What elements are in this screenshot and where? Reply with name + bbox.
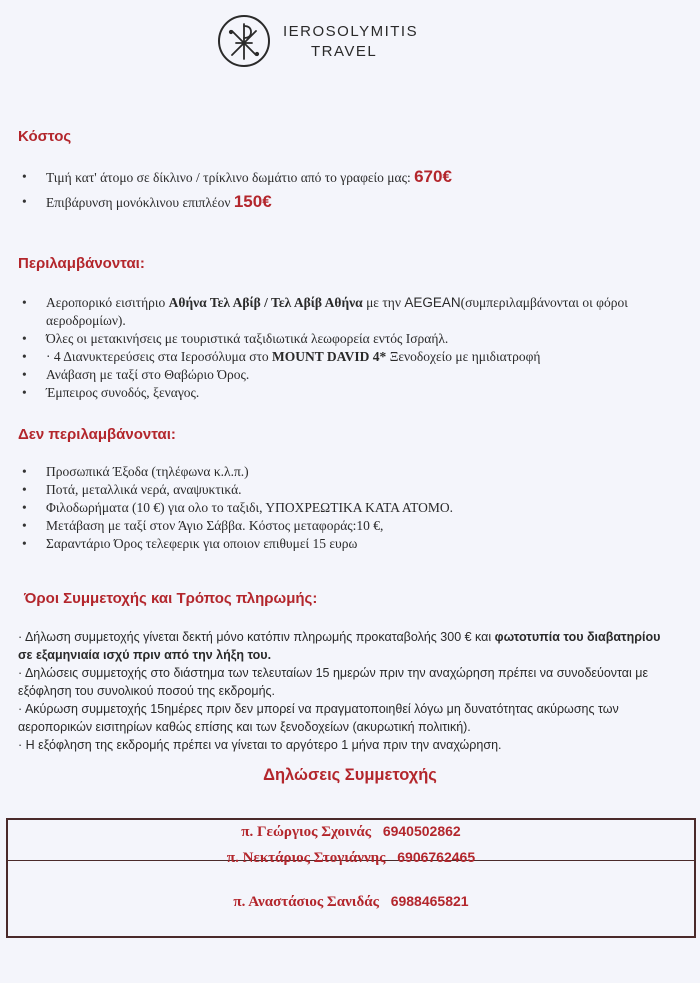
list-item: • · 4 Διανυκτερεύσεις στα Ιεροσόλυμα στο MOUNT DAVID 4* Ξενοδοχείο με ημιδιατροφή (18, 348, 678, 366)
included-heading: Περιλαμβάνονται: (18, 255, 145, 272)
not-included-heading: Δεν περιλαμβάνονται: (18, 426, 176, 443)
contact-row (8, 823, 694, 841)
price-single-supplement: 150€ (233, 192, 272, 211)
terms-body (18, 628, 678, 754)
list-item: • Προσωπικά Έξοδα (τηλέφωνα κ.λ.π.) (18, 463, 678, 481)
brand-name (283, 22, 433, 62)
contact-name: π. Νεκτάριος Στογιάννης (226, 850, 386, 866)
list-item: • Ανάβαση με ταξί στο Θαβώριο Όρος. (18, 366, 678, 384)
contact-phone[interactable]: 6940502862 (382, 823, 461, 839)
list-item: • Επιβάρυνση μονόκλινου επιπλέον 150€ (18, 193, 678, 212)
terms-paragraph: · Δήλωση συμμετοχής γίνεται δεκτή μόνο κατόπιν πληρωμής προκαταβολής 300 € και φωτοτυπία του διαβατηρίου σε εξαμηνιαία ισχύ πριν από την λήξη του. (18, 630, 661, 662)
list-item: • Ποτά, μεταλλικά νερά, αναψυκτικά. (18, 481, 678, 499)
list-item: • Φιλοδωρήματα (10 €) για ολο το ταξιδι, ΥΠΟΧΡΕΩΤΙΚΑ ΚΑΤΑ ΑΤΟΜΟ. (18, 499, 678, 517)
list-item: • Μετάβαση με ταξί στον Άγιο Σάββα. Κόστος μεταφοράς:10 €, (18, 517, 678, 535)
contact-row (8, 849, 694, 867)
terms-paragraph: · Ακύρωση συμμετοχής 15ημέρες πριν δεν μπορεί να πραγματοποιηθεί λόγω μη δυνατότητας ακύρωσης των αεροπορικών εισιτηρίων καθώς επίσης και των ξενοδοχείων (ακυρωτική πολιτική). (18, 702, 619, 734)
contact-name: π. Γεώργιος Σχοινάς (241, 824, 372, 840)
contact-phone[interactable]: 6988465821 (390, 893, 469, 909)
not-included-list (18, 463, 678, 553)
price-double: 670€ (414, 167, 452, 186)
brand-line-2: TRAVEL (311, 43, 378, 60)
terms-heading: Όροι Συμμετοχής και Τρόπος πληρωμής: (24, 590, 318, 607)
list-item: • Αεροπορικό εισιτήριο Αθήνα Τελ Αβίβ / Τελ Αβίβ Αθήνα με την AEGEAN(συμπεριλαμβάνονται οι φόροι αεροδρομίων). (18, 294, 678, 330)
declarations-heading: Δηλώσεις Συμμετοχής (263, 766, 437, 784)
contact-row (8, 893, 694, 911)
chi-rho-logo-icon (218, 15, 270, 67)
brand-line-1: IEROSOLYMITIS (283, 23, 419, 40)
contact-phone[interactable]: 6906762465 (397, 849, 476, 865)
list-item: • Σαραντάριο Όρος τελεφερικ για οποιον επιθυμεί 15 ευρω (18, 535, 678, 553)
list-item: • Έμπειρος συνοδός, ξεναγος. (18, 384, 678, 402)
terms-paragraph: · Η εξόφληση της εκδρομής πρέπει να γίνεται το αργότερο 1 μήνα πριν την αναχώρηση. (18, 738, 502, 752)
cost-heading: Κόστος (18, 128, 72, 145)
contacts-box (6, 818, 696, 938)
list-item: • Όλες οι μετακινήσεις με τουριστικά ταξιδιωτικά λεωφορεία εντός Ισραήλ. (18, 330, 678, 348)
terms-paragraph: · Δηλώσεις συμμετοχής στο διάστημα των τελευταίων 15 ημερών πριν την αναχώρηση πρέπει να συνοδεύονται με εξόφληση του συνολικού ποσού της εκδρομής. (18, 666, 649, 698)
cost-list (18, 168, 678, 212)
contact-name: π. Αναστάσιος Σανιδάς (233, 894, 379, 910)
list-item: • Τιμή κατ' άτομο σε δίκλινο / τρίκλινο δωμάτιο από το γραφείο μας: 670€ (18, 168, 678, 187)
included-list (18, 294, 678, 402)
